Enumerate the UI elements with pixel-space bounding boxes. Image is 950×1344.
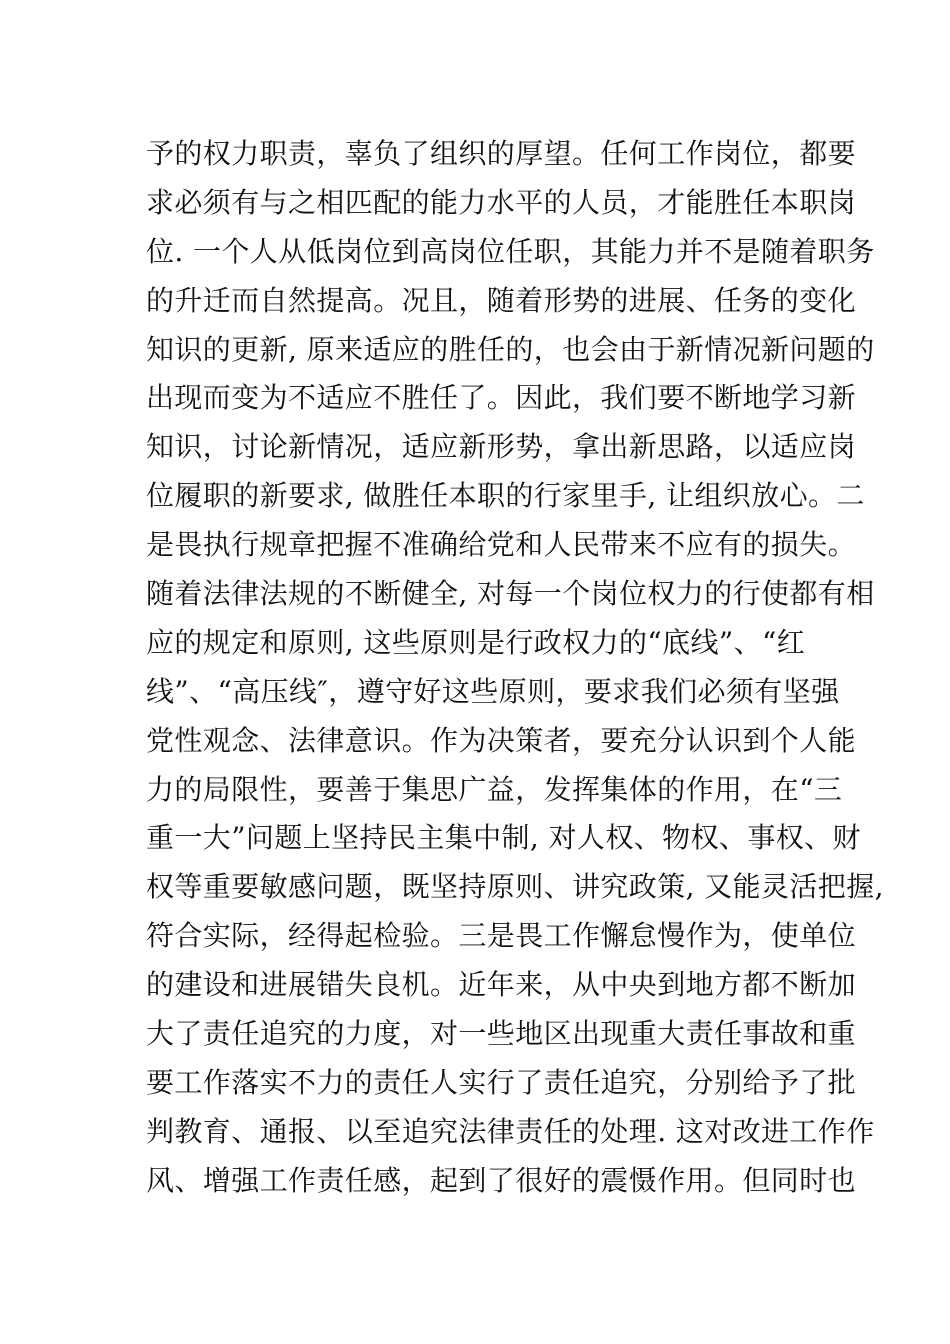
- text-line: 要工作落实不力的责任人实行了责任追究，分别给予了批: [146, 1065, 857, 1099]
- text-line: 位. 一个人从低岗位到高岗位任职，其能力并不是随着职务: [146, 234, 875, 268]
- text-line: 大了责任追究的力度，对一些地区出现重大责任事故和重: [146, 1017, 857, 1051]
- text-line: 权等重要敏感问题，既坚持原则、讲究政策, 又能灵活把握,: [146, 870, 884, 904]
- text-line: 出现而变为不适应不胜任了。因此，我们要不断地学习新: [146, 381, 857, 415]
- text-line: 应的规定和原则, 这些原则是行政权力的“底线”、“红: [146, 625, 806, 659]
- text-line: 位履职的新要求, 做胜任本职的行家里手, 让组织放心。二: [146, 479, 865, 513]
- text-line: 予的权力职责，辜负了组织的厚望。任何工作岗位，都要: [146, 137, 857, 170]
- text-line: 风、增强工作责任感，起到了很好的震慑作用。但同时也: [146, 1163, 857, 1197]
- text-line: 线”、“高压线″，遵守好这些原则，要求我们必须有坚强: [146, 674, 840, 708]
- text-line: 力的局限性，要善于集思广益，发挥集体的作用，在“三: [146, 772, 843, 806]
- text-line: 党性观念、法律意识。作为决策者，要充分认识到个人能: [146, 723, 857, 757]
- body-text: [146, 130, 884, 1206]
- text-line: 是畏执行规章把握不准确给党和人民带来不应有的损失。: [146, 528, 857, 562]
- text-line: 重一大”问题上坚持民主集中制, 对人权、物权、事权、财: [146, 821, 861, 855]
- text-line: 知识，讨论新情况，适应新形势，拿出新思路，以适应岗: [146, 430, 857, 464]
- text-line: 求必须有与之相匹配的能力水平的人员，才能胜任本职岗: [146, 185, 857, 219]
- text-line: 的升迁而自然提高。况且，随着形势的进展、任务的变化: [146, 283, 857, 317]
- text-line: 判教育、通报、以至追究法律责任的处理. 这对改进工作作: [146, 1114, 875, 1148]
- text-line: 符合实际，经得起检验。三是畏工作懈怠慢作为，使单位: [146, 919, 857, 953]
- text-line: 的建设和进展错失良机。近年来，从中央到地方都不断加: [146, 968, 857, 1002]
- text-line: 随着法律法规的不断健全, 对每一个岗位权力的行使都有相: [146, 577, 875, 611]
- text-line: 知识的更新, 原来适应的胜任的，也会由于新情况新问题的: [146, 332, 875, 366]
